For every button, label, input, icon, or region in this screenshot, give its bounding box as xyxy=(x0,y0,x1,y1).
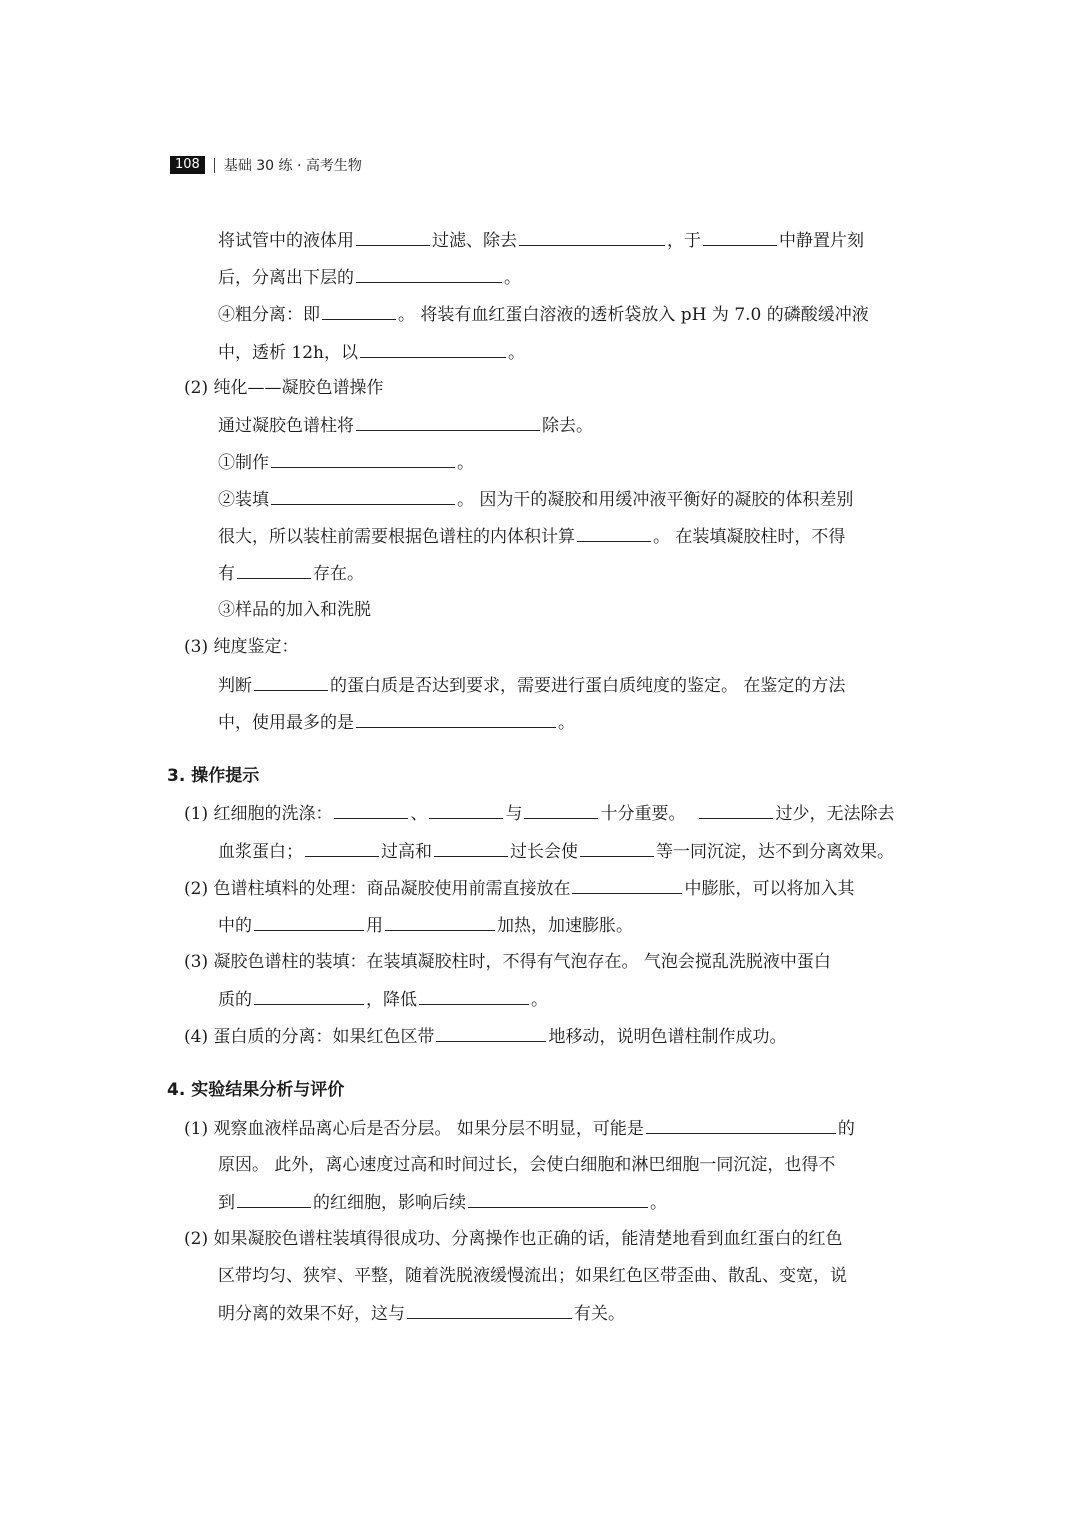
text-line: ①制作 。 xyxy=(218,450,474,475)
fill-blank[interactable] xyxy=(577,524,651,542)
text-line: (1) 红细胞的洗涤： 、 与 十分重要。 过少，无法除去 xyxy=(184,801,894,826)
text-line: ④粗分离：即 。 将装有血红蛋白溶液的透析袋放入 pH 为 7.0 的磷酸缓冲液 xyxy=(218,302,869,327)
book-title: 基础 30 练 · 高考生物 xyxy=(223,158,362,174)
fill-blank[interactable] xyxy=(254,987,364,1005)
text-line: 中，透析 12h，以 。 xyxy=(218,340,525,365)
fill-blank[interactable] xyxy=(468,1190,648,1208)
text-line: (4) 蛋白质的分离：如果红色区带 地移动，说明色谱柱制作成功。 xyxy=(184,1024,786,1049)
text-line: 到 的红细胞，影响后续 。 xyxy=(218,1190,667,1215)
text-line: 判断 的蛋白质是否达到要求，需要进行蛋白质纯度的鉴定。 在鉴定的方法 xyxy=(218,673,845,698)
fill-blank[interactable] xyxy=(385,913,495,931)
fill-blank[interactable] xyxy=(434,839,508,857)
text-line: (3) 凝胶色谱柱的装填：在装填凝胶柱时，不得有气泡存在。 气泡会搅乱洗脱液中蛋白 xyxy=(184,952,831,972)
fill-blank[interactable] xyxy=(646,1116,836,1134)
subsection-title: (2) 纯化——凝胶色谱操作 xyxy=(184,378,384,398)
fill-blank[interactable] xyxy=(580,839,654,857)
text-line: 血浆蛋白； 过高和 过长会使 等一同沉淀，达不到分离效果。 xyxy=(218,839,894,864)
fill-blank[interactable] xyxy=(237,561,311,579)
fill-blank[interactable] xyxy=(334,801,408,819)
section-heading: 4. 实验结果分析与评价 xyxy=(167,1080,345,1100)
fill-blank[interactable] xyxy=(436,1024,546,1042)
text-line: 明分离的效果不好，这与 有关。 xyxy=(218,1301,625,1326)
fill-blank[interactable] xyxy=(254,673,328,691)
text-line: 区带均匀、狭窄、平整，随着洗脱液缓慢流出；如果红色区带歪曲、散乱、变宽，说 xyxy=(218,1266,847,1286)
fill-blank[interactable] xyxy=(419,987,529,1005)
text-line: (1) 观察血液样品离心后是否分层。 如果分层不明显，可能是 的 xyxy=(184,1116,855,1141)
fill-blank[interactable] xyxy=(237,1190,311,1208)
text-line: 有 存在。 xyxy=(218,561,364,586)
text-line: 中的 用 加热，加速膨胀。 xyxy=(218,913,633,938)
text-line: ③样品的加入和洗脱 xyxy=(218,600,371,620)
text-line: (2) 如果凝胶色谱柱装填得很成功、分离操作也正确的话，能清楚地看到血红蛋白的红色 xyxy=(184,1229,843,1249)
header-divider xyxy=(214,158,215,173)
text-line: (2) 色谱柱填料的处理：商品凝胶使用前需直接放在 中膨胀，可以将加入其 xyxy=(184,876,854,901)
fill-blank[interactable] xyxy=(360,340,506,358)
fill-blank[interactable] xyxy=(356,710,556,728)
fill-blank[interactable] xyxy=(407,1301,572,1319)
subsection-title: (3) 纯度鉴定： xyxy=(184,637,299,657)
text-line: 质的 ，降低 。 xyxy=(218,987,548,1012)
fill-blank[interactable] xyxy=(572,876,682,894)
page-header xyxy=(170,155,362,175)
fill-blank[interactable] xyxy=(322,302,396,320)
fill-blank[interactable] xyxy=(271,487,455,505)
fill-blank[interactable] xyxy=(429,801,503,819)
fill-blank[interactable] xyxy=(356,413,540,431)
fill-blank[interactable] xyxy=(356,228,430,246)
fill-blank[interactable] xyxy=(519,228,665,246)
fill-blank[interactable] xyxy=(699,801,773,819)
text-line: 通过凝胶色谱柱将 除去。 xyxy=(218,413,593,438)
text-line: 将试管中的液体用 过滤、除去 ，于 中静置片刻 xyxy=(218,228,864,253)
text-line: 很大，所以装柱前需要根据色谱柱的内体积计算 。 在装填凝胶柱时，不得 xyxy=(218,524,845,549)
fill-blank[interactable] xyxy=(305,839,379,857)
text-line: 后，分离出下层的 。 xyxy=(218,265,521,290)
section-heading: 3. 操作提示 xyxy=(167,766,260,786)
page-number: 108 xyxy=(170,156,205,174)
text-line: 中，使用最多的是 。 xyxy=(218,710,575,735)
fill-blank[interactable] xyxy=(271,450,455,468)
text-line: ②装填 。 因为干的凝胶和用缓冲液平衡好的凝胶的体积差别 xyxy=(218,487,853,512)
fill-blank[interactable] xyxy=(356,265,502,283)
fill-blank[interactable] xyxy=(254,913,364,931)
fill-blank[interactable] xyxy=(703,228,777,246)
text-line: 原因。 此外，离心速度过高和时间过长，会使白细胞和淋巴细胞一同沉淀，也得不 xyxy=(218,1155,836,1175)
fill-blank[interactable] xyxy=(524,801,598,819)
